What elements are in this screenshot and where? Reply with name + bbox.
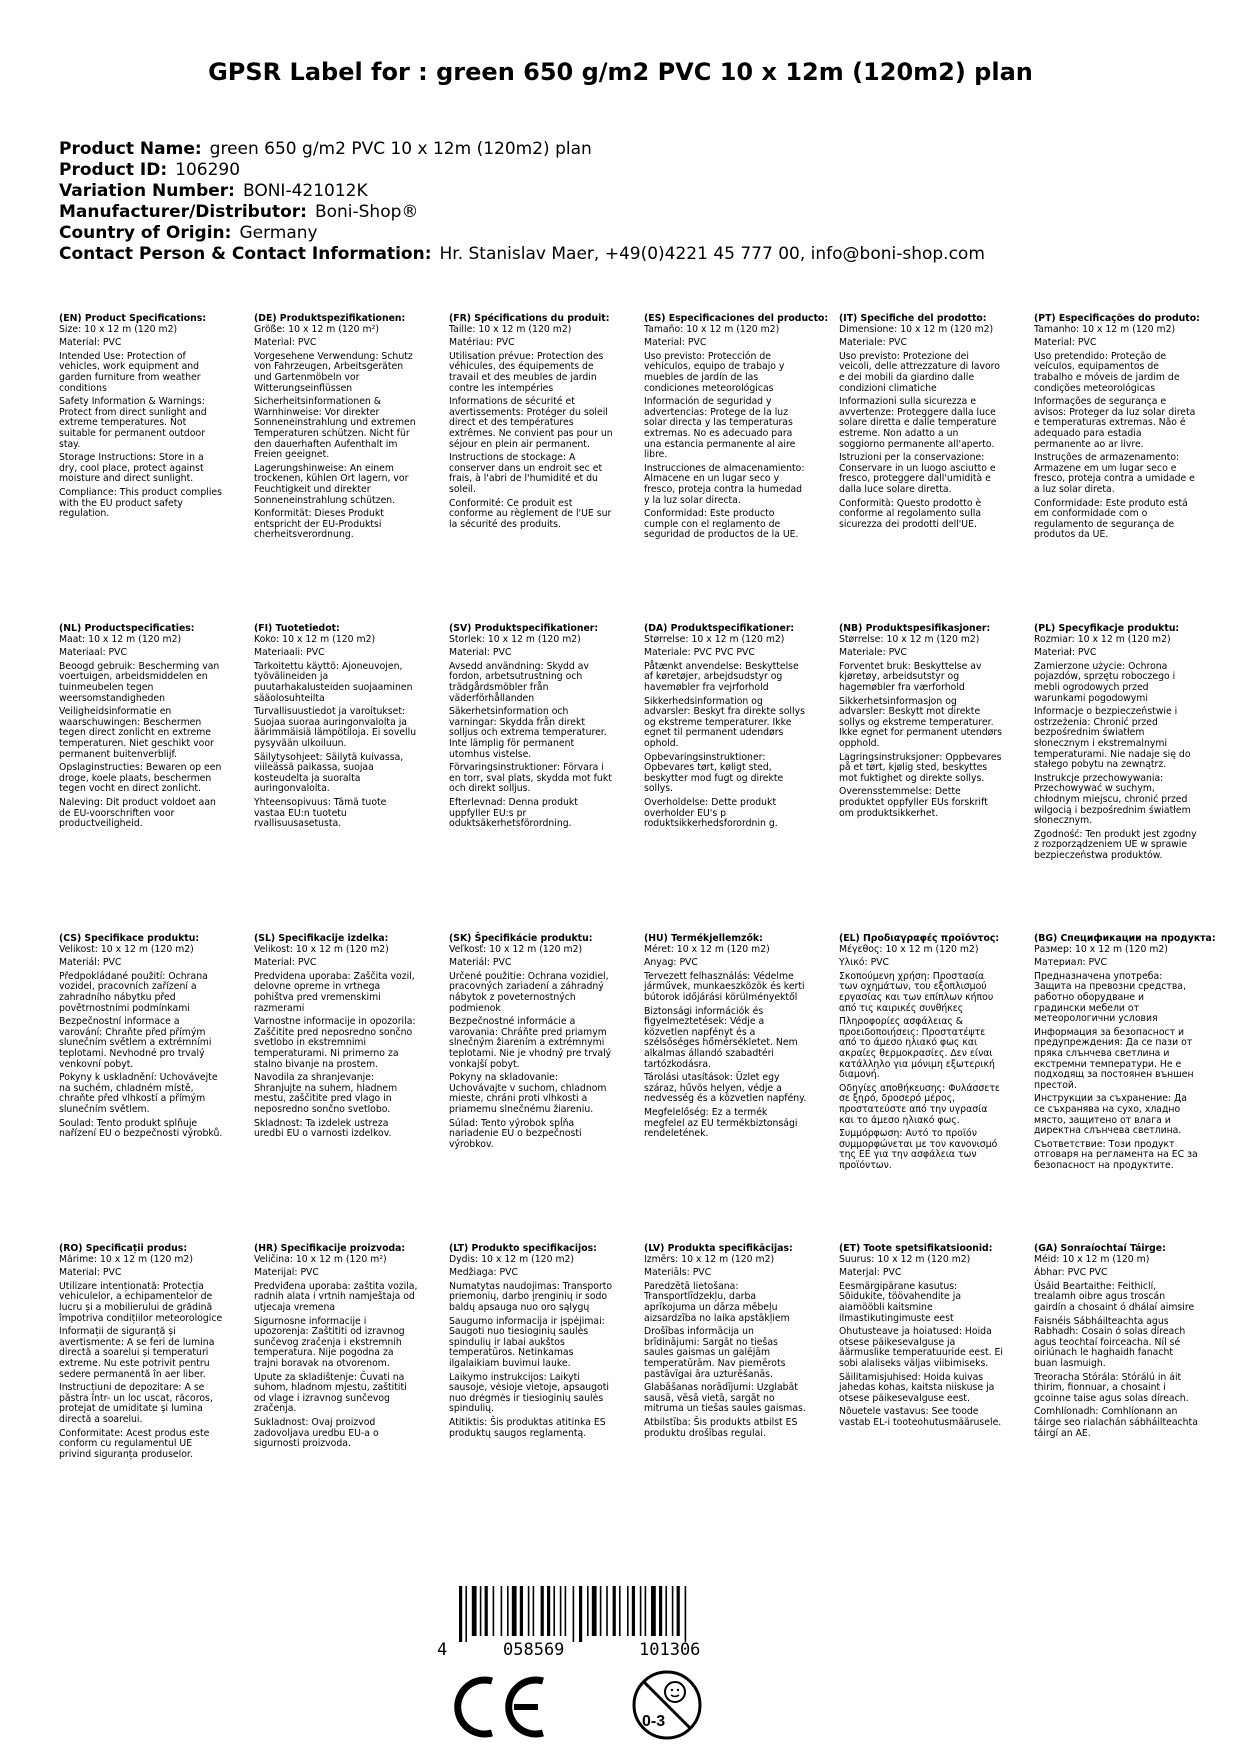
barcode-bar [677, 1586, 680, 1636]
language-block [644, 624, 808, 830]
spec-paragraph: Méid: 10 x 12 m (120 m) [1034, 1253, 1150, 1265]
language-heading: (PT) Especificações do produto: [1034, 313, 1200, 324]
language-block [839, 624, 1003, 819]
barcode-bar [651, 1586, 656, 1636]
spec-paragraph: Compliance: This product complies with the EU product safety regulation. [59, 486, 222, 520]
spec-paragraph: Overholdelse: Dette produkt overholder EU's p roduktsikkerhedsforordnin g. [644, 796, 778, 830]
spec-paragraph: Conformité: Ce produit est conforme au règlement de l'UE sur la sécurité des produits. [449, 497, 612, 530]
language-heading: (DE) Produktspezifikationen: [254, 313, 406, 324]
language-heading: (LV) Produkta specifikācijas: [644, 1243, 793, 1254]
language-block [449, 314, 613, 530]
spec-paragraph: Varnostne informacije in opozorila: Zaščitite pred neposredno sončno svetlobo in ekstremnimi temperaturami. Ni primerno za stalno bivanje na prostem. [254, 1016, 416, 1070]
spec-paragraph: Sikkerhetsinformasjon og advarsler: Beskytt mot direkte sollys og ekstreme temperaturer. Ikke egnet for permanent utendørs opphold. [839, 695, 1002, 749]
spec-paragraph: Laikymo instrukcijos: Laikyti sausoje, vėsioje vietoje, apsaugoti nuo drėgmės ir tiesioginių saulės spindulių. [449, 1371, 609, 1415]
info-label: Variation Number: [59, 181, 235, 201]
age-warning-icon [630, 1668, 704, 1742]
page-title: GPSR Label for : green 650 g/m2 PVC 10 x 12m (120m2) plan [208, 58, 1033, 86]
language-heading: (IT) Specifiche del prodotto: [839, 313, 987, 324]
spec-paragraph: Opslaginstructies: Bewaren op een droge, koele plaats, beschermen tegen vocht en direct zonlicht. [59, 762, 222, 795]
language-block [449, 934, 613, 1150]
barcode-bar [613, 1586, 616, 1636]
spec-paragraph: Předpokládané použití: Ochrana vozidel, pracovních zařízení a zahradního nábytku před povětrnostními podmínkami [59, 970, 208, 1014]
spec-paragraph: Conformità: Questo prodotto è conforme al regolamento sulla sicurezza dei prodotti dell'UE. [839, 497, 982, 530]
spec-paragraph: Bezpečnostné informácie a varovania: Chráňte pred priamym slnečným žiarením a extrémnymi teplotami. Nie je vhodný pre trvalý vonkajší pobyt. [449, 1016, 612, 1070]
spec-paragraph: Uso pretendido: Proteção de veículos, equipamentos de trabalho e móveis de jardim de condições meteorológicas [1034, 350, 1180, 394]
language-heading: (SV) Produktspecifikationer: [449, 623, 599, 634]
ean-barcode [437, 1586, 747, 1676]
spec-paragraph: Materiale: PVC PVC PVC [644, 647, 755, 659]
spec-paragraph: Utilisation prévue: Protection des véhicules, des équipements de travail et des meubles de jardin contre les intempéries [449, 350, 604, 394]
barcode-bar [672, 1586, 674, 1636]
language-heading: (PL) Specyfikacje produktu: [1034, 623, 1180, 634]
barcode-bar [472, 1586, 477, 1636]
spec-paragraph: Materiāls: PVC [644, 1267, 712, 1279]
spec-paragraph: Съответствие: Този продукт отговаря на регламента на ЕС за безопасност на продуктите. [1034, 1138, 1198, 1171]
spec-paragraph: Matériau: PVC [449, 337, 515, 349]
barcode-digit-prefix: 4 [437, 1640, 448, 1660]
spec-paragraph: Materijal: PVC [254, 1267, 319, 1279]
spec-paragraph: Materiál: PVC [449, 957, 512, 969]
spec-paragraph: Instrucțiuni de depozitare: A se păstra într- un loc uscat, răcoros, protejat de umiditate și lumina directă a soarelui. [59, 1382, 213, 1425]
spec-paragraph: Οδηγίες αποθήκευσης: Φυλάσσετε σε ξηρό, δροσερό μέρος, προστατεύστε από την υγρασία και το άμεσο ηλιακό φως. [839, 1082, 1000, 1126]
spec-paragraph: Størrelse: 10 x 12 m (120 m2) [839, 633, 980, 645]
spec-paragraph: Sukladnost: Ovaj proizvod zadovoljava uredbu EU-a o sigurnosti proizvoda. [254, 1416, 379, 1450]
barcode-bar [528, 1586, 530, 1636]
spec-paragraph: Tamanho: 10 x 12 m (120 m2) [1034, 323, 1176, 335]
language-heading: (EN) Product Specifications: [59, 313, 207, 324]
spec-paragraph: Zgodność: Ten produkt jest zgodny z rozporządzeniem UE w sprawie bezpieczeństwa produktów. [1034, 828, 1197, 861]
language-heading: (SK) Špecifikácie produktu: [449, 933, 593, 944]
spec-paragraph: Material: PVC [59, 1267, 122, 1279]
spec-paragraph: Materiał: PVC [1034, 647, 1097, 659]
barcode-bar [579, 1586, 582, 1642]
spec-paragraph: Informazioni sulla sicurezza e avvertenze: Proteggere dalla luce solare diretta e dalle temperature estreme. Non adatto a un soggiorno permanente all'aperto. [839, 396, 997, 450]
spec-paragraph: Skladnost: Ta izdelek ustreza uredbi EU o varnosti izdelkov. [254, 1117, 392, 1140]
barcode-bar [541, 1586, 544, 1636]
spec-paragraph: Tárolási utasítások: Üzlet egy száraz, hűvös helyen, védje a nedvesség és a közvetlen napfény. [644, 1072, 807, 1105]
barcode-bars-icon [437, 1586, 747, 1642]
barcode-bar [493, 1586, 495, 1636]
spec-paragraph: Материал: PVC [1034, 957, 1107, 969]
spec-paragraph: Suurus: 10 x 12 m (120 m2) [839, 1253, 971, 1265]
spec-paragraph: Overensstemmelse: Dette produktet oppfyller EUs forskrift om produktsikkerhet. [839, 786, 988, 819]
spec-paragraph: Uso previsto: Protección de vehículos, equipo de trabajo y muebles de jardín de las condiciones meteorológicas [644, 350, 785, 394]
barcode-bar [560, 1586, 562, 1636]
language-heading: (NB) Produktspesifikasjoner: [839, 623, 991, 634]
barcode-bar [533, 1586, 535, 1636]
spec-paragraph: Koko: 10 x 12 m (120 m2) [254, 633, 376, 645]
language-block [254, 1244, 418, 1450]
barcode-bar [587, 1586, 589, 1636]
spec-paragraph: Utilizare intenționată: Protecția vehiculelor, a echipamentelor de lucru și a mobilierului de grădină împotriva condițiilor meteorologice [59, 1280, 223, 1324]
spec-paragraph: Lagringsinstruksjoner: Oppbevares på et tørt, kjølig sted, beskyttes mot fuktighet og direkte sollys. [839, 751, 1002, 784]
spec-paragraph: Συμμόρφωση: Αυτό το προϊόν συμμορφώνεται με τον κανονισμό της ΕΕ για την ασφάλεια των προϊόντων. [839, 1128, 998, 1171]
info-label: Manufacturer/Distributor: [59, 202, 307, 222]
spec-paragraph: Materiál: PVC [59, 957, 122, 969]
spec-paragraph: Instrukcje przechowywania: Przechowywać w suchym, chłodnym miejscu, chronić przed wilgocią i bezpośrednim światłem słonecznym. [1034, 772, 1191, 827]
barcode-bar [465, 1586, 467, 1642]
spec-paragraph: Pokyny k uskladnění: Uchovávejte na suchém, chladném místě, chraňte před vlhkostí a přímým slunečním světlem. [59, 1072, 218, 1115]
spec-paragraph: Veľkosť: 10 x 12 m (120 m2) [449, 943, 583, 955]
spec-paragraph: Informações de segurança e avisos: Proteger da luz solar direta e temperaturas extremas. Não é adequado para estadia permanente ao ar livre. [1034, 396, 1196, 450]
barcode-bar [565, 1586, 567, 1636]
language-block [1034, 933, 1216, 1171]
barcode-bar [485, 1586, 488, 1636]
spec-paragraph: Intended Use: Protection of vehicles, work equipment and garden furniture from weather conditions [59, 350, 201, 394]
language-heading: (LT) Produkto specifikacijos: [449, 1243, 597, 1254]
language-heading: (FR) Spécifications du produit: [449, 313, 610, 324]
spec-paragraph: Storlek: 10 x 12 m (120 m2) [449, 633, 581, 645]
language-heading: (ET) Toote spetsifikatsioonid: [839, 1243, 993, 1254]
info-label: Country of Origin: [59, 223, 232, 243]
spec-paragraph: Υλικό: PVC [839, 957, 890, 969]
language-heading: (EL) Προδιαγραφές προϊόντος: [839, 933, 1000, 944]
info-label: Contact Person & Contact Information: [59, 244, 432, 264]
language-block [254, 934, 418, 1140]
spec-paragraph: Ábhar: PVC PVC [1034, 1267, 1108, 1279]
spec-paragraph: Úsáid Beartaithe: Feithiclí, trealamh oibre agus troscán gairdín a chosaint ó dhálaí aimsire [1034, 1280, 1195, 1313]
spec-paragraph: Velikost: 10 x 12 m (120 m2) [59, 943, 194, 955]
spec-paragraph: Megfelelőség: Ez a termék megfelel az EU termékbiztonsági rendeletének. [644, 1106, 798, 1140]
language-heading: (ES) Especificaciones del producto: [644, 313, 829, 324]
spec-paragraph: Veiligheidsinformatie en waarschuwingen: Beschermen tegen direct zonlicht en extreme temperaturen. Niet geschikt voor permanent buitenverblijf. [59, 706, 214, 760]
language-heading: (NL) Productspecificaties: [59, 623, 195, 634]
spec-paragraph: Информация за безопасност и предупреждения: Да се пази от пряка слънчева светлина и екстремни температури. Не е подходящ за постоянен външен престой. [1034, 1026, 1194, 1091]
spec-paragraph: Μέγεθος: 10 x 12 m (120 m2) [839, 943, 979, 955]
spec-paragraph: Material: PVC [449, 647, 512, 659]
spec-paragraph: Uso previsto: Protezione dei veicoli, delle attrezzature di lavoro e dei mobili da giardino dalle condizioni climatiche [839, 350, 1000, 394]
spec-paragraph: Mărime: 10 x 12 m (120 m2) [59, 1253, 193, 1265]
barcode-bar [512, 1586, 517, 1636]
language-heading: (GA) Sonraíochtaí Táirge: [1034, 1243, 1166, 1254]
language-block [449, 1244, 613, 1439]
language-block [839, 314, 1003, 530]
spec-paragraph: Informations de sécurité et avertissements: Protéger du soleil direct et des températures extrêmes. Ne convient pas pour un séjour en plein air permanent. [449, 396, 613, 450]
spec-paragraph: Ohutusteave ja hoiatused: Hoida otsese päikesevalguse ja äärmuslike temperatuuride eest. Ei sobi alaliseks väljas viibimiseks. [839, 1326, 1004, 1369]
spec-paragraph: Avsedd användning: Skydd av fordon, arbetsutrustning och trädgårdsmöbler från väderförhållanden [449, 660, 589, 704]
spec-paragraph: Rozmiar: 10 x 12 m (120 m2) [1034, 633, 1171, 645]
spec-paragraph: Eesmärgipärane kasutus: Sõidukite, töövahendite ja aiamööbli kaitsmine ilmastikutingimuste eest [839, 1280, 962, 1324]
spec-paragraph: Treoracha Stórála: Stórálú in áit thirim, fionnuar, a chosaint i gcoinne taise agus solas díreach. [1034, 1371, 1189, 1404]
language-heading: (DA) Produktspecifikationer: [644, 623, 795, 634]
language-heading: (BG) Спецификации на продукта: [1034, 933, 1216, 944]
spec-paragraph: Paredzētā lietošana: Transportlīdzekļu, darba aprīkojuma un dārza mēbeļu aizsardzība no laika apstākļiem [644, 1280, 790, 1324]
language-heading: (SL) Specifikacije izdelka: [254, 933, 389, 944]
spec-paragraph: Comhlíonadh: Comhlíonann an táirge seo rialachán sábháilteachta táirgí an AE. [1034, 1406, 1198, 1439]
spec-paragraph: Sigurnosne informacije i upozorenja: Zaštititi od izravnog sunčevog zračenja i ekstremnih temperatura. Nije pogodna za trajni boravak na otvorenom. [254, 1315, 405, 1369]
spec-paragraph: Størrelse: 10 x 12 m (120 m2) [644, 633, 785, 645]
spec-paragraph: Veličina: 10 x 12 m (120 m²) [254, 1253, 387, 1265]
spec-paragraph: Conformidade: Este produto está em conformidade com o regulamento de segurança de produtos da UE. [1034, 497, 1188, 541]
spec-paragraph: Sicherheitsinformationen & Warnhinweise: Vor direkter Sonneneinstrahlung und extremen Temperaturen schützen. Nicht für den dauerhaften Aufenthalt im Freien geeignet. [254, 396, 416, 461]
spec-paragraph: Biztonsági információk és figyelmeztetések: Védje a közvetlen napfényt és a szélsőséges hőmérsékletet. Nem alkalmas állandó szabadtéri tartózkodásra. [644, 1005, 798, 1070]
spec-paragraph: Material: PVC [644, 337, 707, 349]
spec-paragraph: Opbevaringsinstruktioner: Opbevares tørt, køligt sted, beskytter mod fugt og direkte sollys. [644, 751, 784, 795]
spec-paragraph: Инструкции за съхранение: Да се съхранява на сухо, хладно място, защитено от влага и директна слънчева светлина. [1034, 1093, 1188, 1137]
spec-paragraph: Påtænkt anvendelse: Beskyttelse af køretøjer, arbejdsudstyr og havemøbler fra vejrforhold [644, 660, 799, 693]
spec-paragraph: Materiale: PVC [839, 337, 908, 349]
barcode-bar [685, 1586, 687, 1642]
spec-paragraph: Glabāšanas norādījumi: Uzglabāt sausā, vēsā vietā, sargāt no mitruma un tiešas saules gaismas. [644, 1382, 806, 1415]
spec-paragraph: Tarkoitettu käyttö: Ajoneuvojen, työvälineiden ja puutarhakalusteiden suojaaminen sääolosuhteilta [254, 660, 413, 704]
spec-paragraph: Predvidena uporaba: Zaščita vozil, delovne opreme in vrtnega pohištva pred vremenskimi razmerami [254, 970, 415, 1014]
spec-paragraph: Dydis: 10 x 12 m (120 m2) [449, 1253, 575, 1265]
spec-paragraph: Informacje o bezpieczeństwie i ostrzeżenia: Chronić przed bezpośrednim światłem słonecznym i ekstremalnymi temperaturami. Nie nadaje się do stałego pobytu na zewnątrz. [1034, 706, 1191, 771]
spec-paragraph: Размер: 10 x 12 m (120 m2) [1034, 943, 1168, 955]
spec-paragraph: Conformitate: Acest produs este conform cu regulamentul UE privind siguranța produselor. [59, 1427, 210, 1460]
spec-paragraph: Material: PVC [254, 337, 317, 349]
spec-paragraph: Materiaali: PVC [254, 647, 325, 659]
spec-paragraph: Turvallisuustiedot ja varoitukset: Suojaa suoraa auringonvalolta ja äärimmäisiä lämpötiloja. Ei sovellu pysyvään ulkoiluun. [254, 706, 417, 749]
spec-paragraph: Naleving: Dit product voldoet aan de EU-voorschriften voor productveiligheid. [59, 796, 216, 830]
barcode-bar [606, 1586, 608, 1636]
language-block [449, 624, 613, 830]
spec-paragraph: Información de seguridad y advertencias: Protege de la luz solar directa y las temperaturas extremas. No es adecuado para una estancia permanente al aire libre. [644, 396, 796, 461]
language-block [644, 313, 829, 541]
spec-paragraph: Upute za skladištenje: Čuvati na suhom, hladnom mjestu, zaštititi od vlage i izravnog sunčevog zračenja. [254, 1371, 407, 1415]
spec-paragraph: Material: PVC [1034, 337, 1097, 349]
barcode-bar [547, 1586, 550, 1636]
barcode-bar [592, 1586, 597, 1636]
spec-paragraph: Drošības informācija un brīdinājumi: Sargāt no tiešas saules gaismas un galējām temperatūrām. Nav piemērots pastāvīgai āra uzturēšanās. [644, 1326, 786, 1380]
barcode-bar [619, 1586, 621, 1636]
spec-paragraph: Anyag: PVC [644, 957, 698, 969]
language-block [59, 934, 223, 1140]
barcode-bar [480, 1586, 482, 1636]
spec-paragraph: Lagerungshinweise: An einem trockenen, kühlen Ort lagern, vor Feuchtigkeit und direkter Sonneneinstrahlung schützen. [254, 462, 409, 506]
info-label: Product ID: [59, 160, 168, 180]
barcode-bar [632, 1586, 635, 1636]
spec-paragraph: Konformität: Dieses Produkt entspricht der EU-Produktsi cherheitsverordnung. [254, 508, 384, 541]
language-block [1034, 314, 1198, 541]
spec-paragraph: Safety Information & Warnings: Protect from direct sunlight and extreme temperatures. Not suitable for permanent outdoor stay. [59, 396, 207, 450]
barcode-bar [600, 1586, 602, 1636]
spec-paragraph: Méret: 10 x 12 m (120 m2) [644, 943, 770, 955]
language-block [1034, 1244, 1198, 1439]
spec-paragraph: Zamierzone użycie: Ochrona pojazdów, sprzętu roboczego i mebli ogrodowych przed warunkami pogodowymi [1034, 660, 1176, 704]
spec-paragraph: Instruções de armazenamento: Armazene em um lugar seco e fresco, proteja contra a umidade e a luz solar direta. [1034, 452, 1195, 495]
spec-paragraph: Nõuetele vastavus: See toode vastab EL-i tooteohutusmäärusele. [839, 1406, 1002, 1428]
product-info [59, 139, 985, 265]
spec-paragraph: Material: PVC [59, 337, 122, 349]
barcode-bar [573, 1586, 575, 1642]
spec-paragraph: Tervezett felhasználás: Védelme járművek, munkaeszközök és kerti bútorok időjárási körülményektől [644, 970, 805, 1003]
spec-paragraph: Materiale: PVC [839, 647, 908, 659]
spec-paragraph: Πληροφορίες ασφάλειας & προειδοποιήσεις: Προστατέψτε από το άμεσο ηλιακό φως και ακραίες θερμοκρασίες. Δεν είναι κατάλληλο για μόνιμη εξωτερική διαμονή. [839, 1016, 995, 1081]
barcode-bar [665, 1586, 667, 1636]
spec-paragraph: Atitiktis: Šis produktas atitinka ES produktų saugos reglamentą. [449, 1416, 606, 1439]
spec-paragraph: Predviđena uporaba: zaštita vozila, radnih alata i vrtnih namještaja od utjecaja vremena [254, 1280, 418, 1313]
language-block [254, 624, 418, 830]
language-heading: (CS) Specifikace produktu: [59, 933, 200, 944]
spec-paragraph: Size: 10 x 12 m (120 m2) [59, 323, 178, 335]
language-heading: (HR) Specifikacije proizvoda: [254, 1243, 406, 1254]
barcode-bar [645, 1586, 647, 1636]
language-block [1034, 624, 1198, 861]
info-row [59, 244, 985, 265]
spec-paragraph: Saugumo informacija ir įspėjimai: Saugoti nuo tiesioginių saulės spindulių ir labai aukštos temperatūros. Netinkamas ilgalaikiam buvimui lauke. [449, 1315, 605, 1369]
info-value: Germany [239, 223, 318, 243]
spec-paragraph: Storage Instructions: Store in a dry, cool place, protect against moisture and direct sunlight. [59, 452, 204, 485]
info-row [59, 202, 985, 223]
info-value: 106290 [175, 160, 241, 180]
info-value: Hr. Stanislav Maer, +49(0)4221 45 777 00, info@boni-shop.com [439, 244, 985, 264]
barcode-digits-right: 101306 [639, 1640, 701, 1660]
info-row [59, 223, 985, 244]
spec-paragraph: Medžiaga: PVC [449, 1267, 518, 1279]
spec-paragraph: Numatytas naudojimas: Transporto priemonių, darbo įrenginių ir sodo baldų apsauga nuo oro sąlygų [449, 1280, 613, 1313]
spec-paragraph: Conformidad: Este producto cumple con el reglamento de seguridad de productos de la UE. [644, 508, 799, 541]
spec-paragraph: Istruzioni per la conservazione: Conservare in un luogo asciutto e fresco, proteggere dall'umidità e dalla luce solare diretta. [839, 452, 996, 495]
spec-paragraph: Yhteensopivuus: Tämä tuote vastaa EU:n tuotetu rvallisuusasetusta. [254, 796, 387, 830]
info-value: Boni-Shop® [314, 202, 419, 222]
barcode-bar [659, 1586, 662, 1636]
language-block [644, 1244, 808, 1439]
language-block [254, 314, 418, 541]
spec-paragraph: Vorgesehene Verwendung: Schutz von Fahrzeugen, Arbeitsgeräten und Gartenmöbeln vor Witterungseinflüssen [254, 350, 413, 394]
spec-paragraph: Säilitamisjuhised: Hoida kuivas jahedas kohas, kaitsta niiskuse ja otsese päikesevalguse eest. [839, 1371, 995, 1404]
language-block [839, 934, 1003, 1171]
language-block [59, 1244, 223, 1460]
barcode-bar [627, 1586, 629, 1636]
spec-paragraph: Säkerhetsinformation och varningar: Skydda från direkt solljus och extrema temperaturer. Inte lämplig för permanent utomhus vistelse. [449, 706, 607, 760]
spec-paragraph: Efterlevnad: Denna produkt uppfyller EU:s pr oduktsäkerhetsförordning. [449, 796, 578, 830]
spec-paragraph: Bezpečnostní informace a varování: Chraňte před přímým slunečním světlem a extrémními teplotami. Nevhodné pro trvalý venkovní pobyt. [59, 1016, 212, 1070]
age-warning-text: 0-3 [642, 1713, 666, 1730]
spec-paragraph: Soulad: Tento produkt splňuje nařízení EU o bezpečnosti výrobků. [59, 1117, 223, 1140]
language-heading: (FI) Tuotetiedot: [254, 623, 340, 634]
barcode-bar [501, 1586, 503, 1636]
info-row [59, 139, 985, 160]
spec-paragraph: Materiaal: PVC [59, 647, 128, 659]
info-value: green 650 g/m2 PVC 10 x 12m (120m2) plan [209, 139, 592, 159]
spec-paragraph: Dimensione: 10 x 12 m (120 m2) [839, 323, 994, 335]
ce-mark-icon [448, 1672, 548, 1742]
spec-paragraph: Materjal: PVC [839, 1267, 902, 1279]
info-row [59, 181, 985, 202]
spec-paragraph: Súlad: Tento výrobok spĺňa nariadenie EÚ o bezpečnosti výrobkov. [449, 1117, 582, 1150]
spec-paragraph: Sikkerhedsinformation og advarsler: Beskyt fra direkte sollys og ekstreme temperaturer. Ikke egnet til permanent udendørs ophold. [644, 695, 805, 749]
spec-paragraph: Atbilstība: Šis produkts atbilst ES produktu drošības regulai. [644, 1416, 798, 1439]
spec-paragraph: Izmērs: 10 x 12 m (120 m2) [644, 1253, 775, 1265]
language-block [59, 624, 223, 830]
spec-paragraph: Navodila za shranjevanje: Shranjujte na suhem, hladnem mestu, zaščitite pred vlago in neposredno sončno svetlobo. [254, 1072, 398, 1115]
language-block [839, 1244, 1003, 1429]
spec-paragraph: Taille: 10 x 12 m (120 m2) [449, 323, 572, 335]
spec-paragraph: Informații de siguranță și avertismente: A se feri de lumina directă a soarelui și temperaturi extreme. Nu este potrivit pentru sedere permanentă în aer liber. [59, 1326, 215, 1380]
info-row [59, 160, 985, 181]
barcode-bar [507, 1586, 509, 1636]
info-label: Product Name: [59, 139, 202, 159]
language-block [644, 934, 808, 1140]
spec-paragraph: Velikost: 10 x 12 m (120 m2) [254, 943, 389, 955]
barcode-bar [640, 1586, 642, 1636]
spec-paragraph: Určené použitie: Ochrana vozidiel, pracovných zariadení a záhradný nábytok z poveternostných podmienok [449, 970, 609, 1014]
barcode-digits-left: 058569 [503, 1640, 565, 1660]
barcode-bar [459, 1586, 462, 1642]
language-heading: (HU) Termékjellemzők: [644, 933, 763, 944]
spec-paragraph: Größe: 10 x 12 m (120 m²) [254, 323, 379, 335]
info-value: BONI-421012K [242, 181, 368, 201]
spec-paragraph: Maat: 10 x 12 m (120 m2) [59, 633, 182, 645]
spec-paragraph: Säilytysohjeet: Säilytä kuivassa, viileässä paikassa, suojaa kosteudelta ja suoralta auringonvalolta. [254, 751, 404, 795]
spec-paragraph: Förvaringsinstruktioner: Förvara i en torr, sval plats, skydda mot fukt och direkt solljus. [449, 762, 612, 795]
spec-paragraph: Faisnéis Sábháilteachta agus Rabhadh: Cosain ó solas díreach agus teochtaí foirceacha. Níl sé oiriúnach le haghaidh fanacht buan lasmuigh. [1034, 1315, 1186, 1369]
spec-paragraph: Pokyny na skladovanie: Uchovávajte v suchom, chladnom mieste, chráni proti vlhkosti a priamemu slnečnému žiareniu. [449, 1072, 607, 1115]
barcode-bar [553, 1586, 555, 1636]
language-block [59, 314, 223, 520]
spec-paragraph: Instructions de stockage: A conserver dans un endroit sec et frais, à l'abri de l'humidité et du soleil. [449, 452, 603, 495]
spec-paragraph: Instrucciones de almacenamiento: Almacene en un lugar seco y fresco, proteja contra la humedad y la luz solar directa. [644, 462, 805, 506]
language-heading: (RO) Specificații produs: [59, 1243, 188, 1254]
spec-paragraph: Σκοπούμενη χρήση: Προστασία των οχημάτων, του εξοπλισμού εργασίας και των επίπλων κήπου από τις καιρικές συνθήκες [839, 970, 994, 1014]
spec-paragraph: Beoogd gebruik: Bescherming van voertuigen, arbeidsmiddelen en tuinmeubelen tegen weersomstandigheden [59, 660, 220, 704]
spec-paragraph: Material: PVC [254, 957, 317, 969]
spec-paragraph: Предназначена употреба: Защита на превозни средства, работно оборудване и градински мебели от метеорологични условия [1034, 970, 1186, 1025]
spec-paragraph: Forventet bruk: Beskyttelse av kjøretøy, arbeidsutstyr og hagemøbler fra værforhold [839, 660, 982, 693]
spec-paragraph: Tamaño: 10 x 12 m (120 m2) [644, 323, 780, 335]
barcode-bar [520, 1586, 523, 1636]
